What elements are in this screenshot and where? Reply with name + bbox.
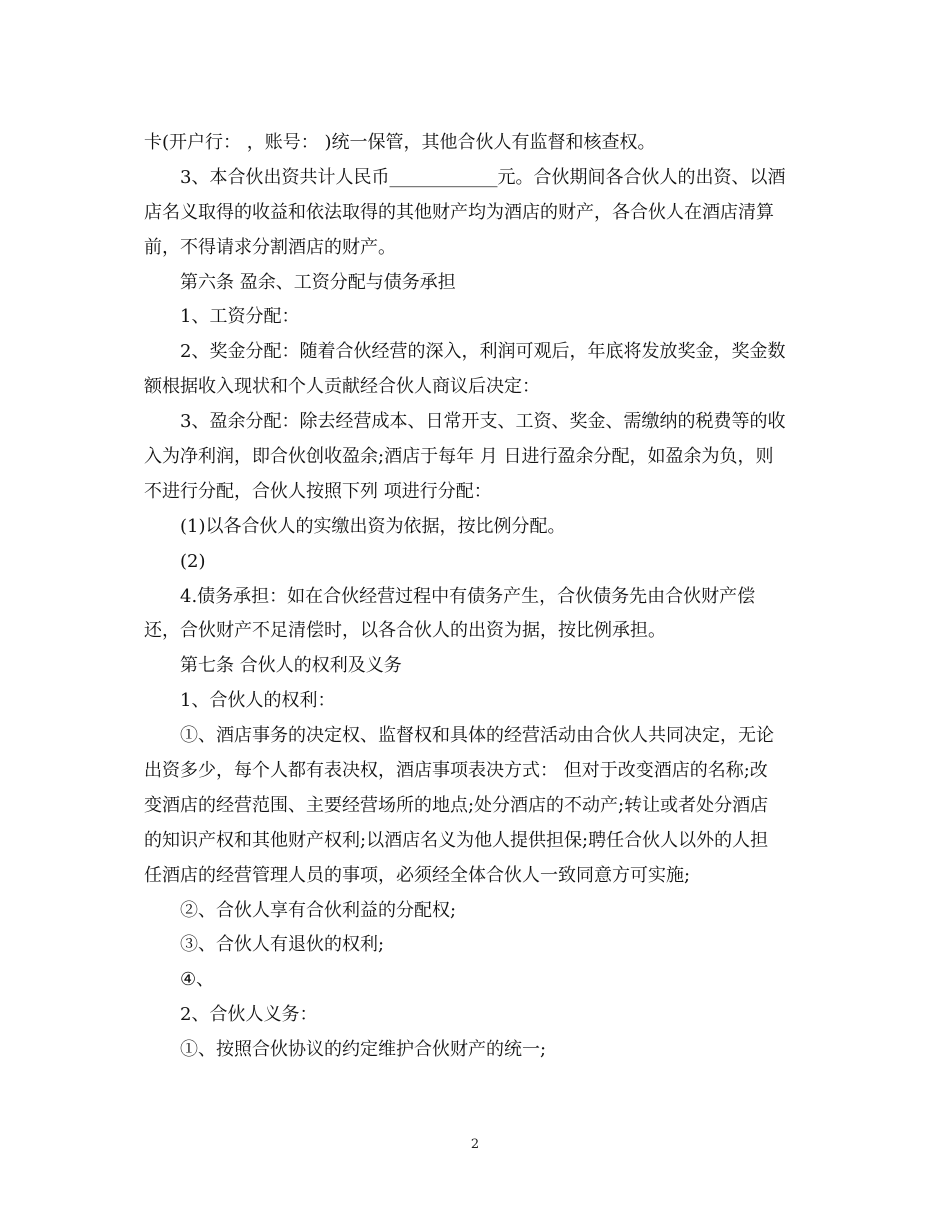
text-line-6: 1、工资分配： [180,306,300,328]
text-line-13: (2) [180,550,206,572]
text-line-25: ④、 [180,969,215,991]
text-line-9: 3、盈余分配：除去经营成本、日常开支、工资、奖金、需缴纳的税费等的收 [180,411,786,433]
text-line-2: 3、本合伙出资共计人民币____________元。合伙期间各合伙人的出资、以酒 [180,166,786,188]
text-line-22: 任酒店的经营管理人员的事项，必须经全体合伙人一致同意方可实施; [144,864,691,886]
text-line-23: ②、合伙人享有合伙利益的分配权; [180,899,457,921]
text-line-10: 入为净利润，即合伙创收盈余;酒店于每年 月 日进行盈余分配，如盈余为负，则 [144,446,774,468]
text-line-1: 卡(开户行： ，账号： )统一保管，其他合伙人有监督和核查权。 [144,132,656,153]
text-line-18: ①、酒店事务的决定权、监督权和具体的经营活动由合伙人共同决定，无论 [180,725,774,747]
text-line-17: 1、合伙人的权利： [180,690,336,712]
text-line-24: ③、合伙人有退伙的权利; [180,934,385,956]
text-line-15: 还，合伙财产不足清偿时，以各合伙人的出资为据，按比例承担。 [144,620,666,642]
text-line-12: (1)以各合伙人的实缴出资为依据，按比例分配。 [180,515,566,537]
text-line-20: 变酒店的经营范围、主要经营场所的地点;处分酒店的不动产;转让或者处分酒店 [144,794,769,816]
text-line-3: 店名义取得的收益和依法取得的其他财产均为酒店的财产，各合伙人在酒店清算 [144,201,774,223]
text-line-21: 的知识产权和其他财产权利;以酒店名义为他人提供担保;聘任合伙人以外的人担 [144,829,769,851]
text-line-19: 出资多少，每个人都有表决权，酒店事项表决方式： 但对于改变酒店的名称;改 [144,760,768,782]
text-line-14: 4.债务承担：如在合伙经营过程中有债务产生，合伙债务先由合伙财产偿 [180,585,756,607]
text-line-11: 不进行分配，合伙人按照下列 项进行分配： [144,480,492,502]
section-heading-article-7: 第七条 合伙人的权利及义务 [180,655,402,677]
text-line-26: 2、合伙人义务： [180,1004,318,1026]
section-heading-article-6: 第六条 盈余、工资分配与债务承担 [180,271,456,293]
page-number: 2 [470,1137,480,1152]
text-line-7: 2、奖金分配：随着合伙经营的深入，利润可观后，年底将发放奖金，奖金数 [180,341,786,363]
text-line-4: 前，不得请求分割酒店的财产。 [144,236,396,258]
text-line-8: 额根据收入现状和个人贡献经合伙人商议后决定： [144,376,540,398]
text-line-27: ①、按照合伙协议的约定维护合伙财产的统一; [180,1039,547,1061]
document-body [144,126,809,1068]
